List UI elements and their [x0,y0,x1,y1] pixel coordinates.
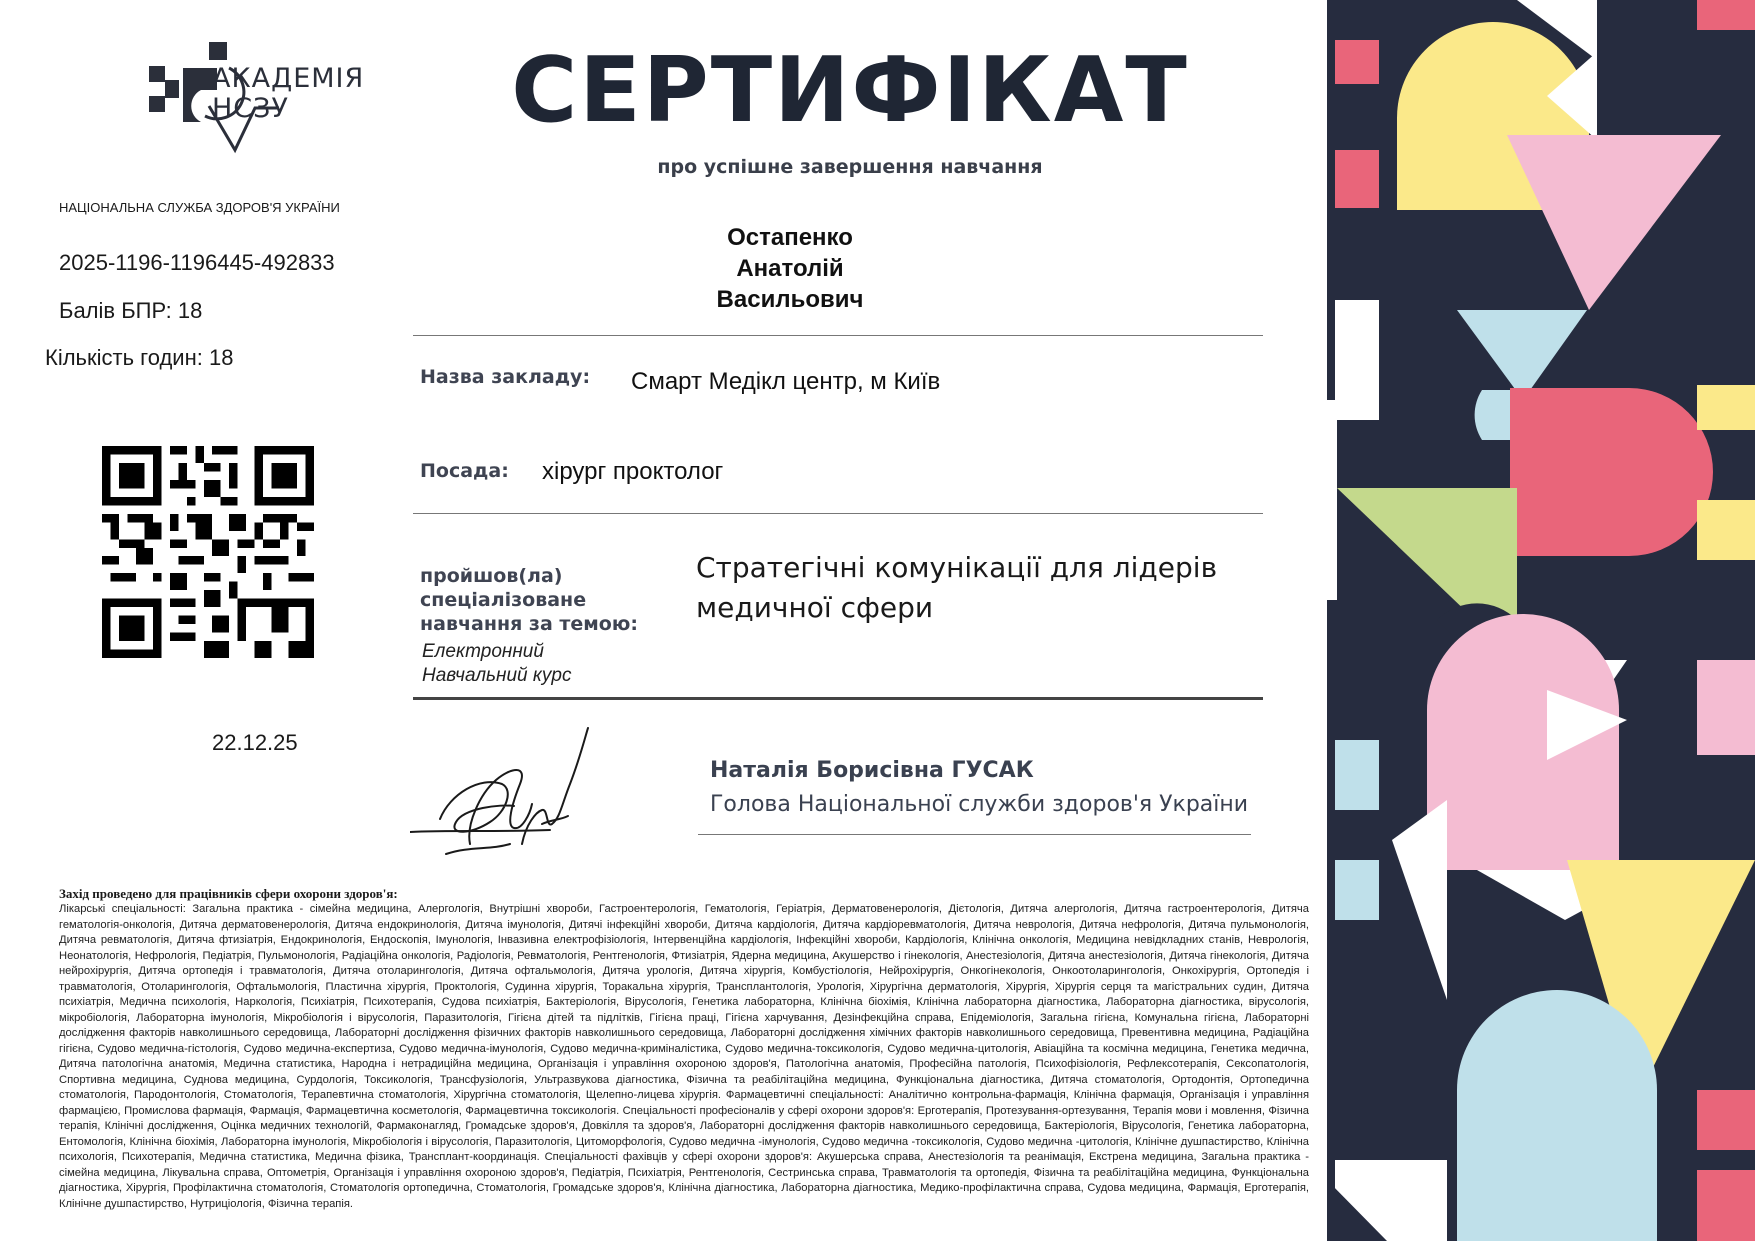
certificate-title: СЕРТИФІКАТ [511,38,1189,143]
hours-count: Кількість годин: 18 [45,345,234,370]
divider [413,335,1263,336]
course-format-line-2: Навчальний курс [422,665,572,686]
divider [413,697,1263,700]
recipient-surname: Остапенко [727,224,853,251]
position-label: Посада: [420,460,509,482]
registration-number: 2025-1196-1196445-492833 [59,250,335,275]
course-format-line-1: Електронний [422,641,544,662]
course-format [422,640,571,688]
decorative-pattern [1327,0,1755,1241]
institution-label: Назва закладу: [420,366,591,388]
qr-code-icon[interactable] [102,446,314,658]
training-label-line-2: спеціалізоване [420,589,587,611]
institution-value: Смарт Медікл центр, м Київ [631,368,941,395]
organization-name: НАЦІОНАЛЬНА СЛУЖБА ЗДОРОВ'Я УКРАЇНИ [59,200,340,215]
recipient-patronymic: Васильович [716,286,864,313]
position-value: хірург проктолог [542,458,724,485]
course-topic: Стратегічні комунікації для лідерів медичної сфери [696,551,1218,624]
training-label-line-1: пройшов(ла) [420,565,563,587]
logo-line-1: АКАДЕМІЯ [212,63,365,94]
logo-line-2: НСЗУ [212,93,289,124]
recipient-first-name: Анатолій [736,255,844,282]
signature-icon [410,724,640,864]
issue-date: 22.12.25 [212,730,298,755]
signer-name: Наталія Борисівна ГУСАК [710,758,1034,783]
recipient-name [640,222,940,315]
training-label-line-3: навчання за темою: [420,613,638,635]
signer-position: Голова Національної служби здоров'я України [710,792,1249,817]
academy-logo-text [212,64,364,124]
training-label [420,564,638,636]
divider [413,513,1263,514]
certificate-subtitle: про успішне завершення навчання [657,156,1043,178]
bpr-score: Балів БПР: 18 [59,298,203,323]
footer-specialties: Лікарські спеціальності: Загальна практика - сімейна медицина, Алергологія, Внутрішні хвороби, Гастроентерологія, Гематологія, Геріатрія, Дерматовенерологія, Дієтологія, Дитяча алергологія, Дитяча гастроентерологія, Дитяча гематологія-онкологія, Дитяча дерматовенерологія, Дитяча ендокринологія, Дитяча імунологія, Дитячі інфекційні хвороби, Дитяча кардіологія, Дитяча кардіоревматологія, Дитяча неврологія, Дитяча нефрологія, Дитяча пульмонологія, Дитяча ревматологія, Дитяча фтизіатрія, Ендокринологія, Ендоскопія, Імунологія, Інвазивна електрофізіологія, Інтервенційна кардіологія, Інфекційні хвороби, Кардіологія, Клінічна онкологія, Медицина невідкладних станів, Неврологія, Неонатологія, Нефрологія, Педіатрія, Пульмонологія, Радіаційна онкологія, Радіологія, Ревматологія, Рентгенологія, Фтизіатрія, Ядерна медицина, Акушерство і гінекологія, Анестезіологія, Дитяча анестезіологія, Дитяча гінекологія, Дитяча нейрохірургія, Дитяча ортопедія і травматологія, Дитяча отоларингологія, Дитяча офтальмологія, Дитяча урологія, Дитяча хірургія, Комбустіологія, Нейрохірургія, Онкогінекологія, Онкоотоларингологія, Онкохірургія, Ортопедія і травматологія, Отоларингологія, Офтальмологія, Пластична хірургія, Проктологія, Судинна хірургія, Торакальна хірургія, Трансплантологія, Урологія, Хірургічна дерматологія, Хірургія, Хірургія серця та магістральних судин, Дитяча психіатрія, Медична психологія, Наркологія, Психіатрія, Психотерапія, Судова психіатрія, Бактеріологія, Вірусологія, Генетика лабораторна, Клінічна біохімія, Клінічна лабораторна діагностика, Лабораторна діагностика, вірусологія, мікробіологія, Лабораторна імунологія, Мікробіологія і вірусологія, Паразитологія, Гігієна дітей та підлітків, Гігієна праці, Гігієна харчування, Дезінфекційна справа, Епідеміологія, Загальна гігієна, Комунальна гігієна, Лабораторні дослідження факторів навколишнього середовища, Лабораторні дослідження фізичних факторів навколишнього середовища, Лабораторні дослідження хімічних факторів навколишнього середовища, Превентивна медицина, Радіаційна гігієна, Судово медична-гістологія, Судово медична-експертиза, Судово медична-імунологія, Судово медична-криміналістика, Судово медична-токсикологія, Судово медична-цитологія, Авіаційна та космічна медицина, Генетика медична, Дитяча патологічна анатомія, Медична статистика, Народна і нетрадиційна медицина, Організація і управління охороною здоров'я, Патологічна анатомія, Професійна патологія, Психофізіологія, Рефлексотерапія, Сексопатологія, Спортивна медицина, Суднова медицина, Сурдологія, Токсикологія, Трансфузіологія, Ультразвукова діагностика, Фізична та реабілітаційна медицина, Функціональна діагностика, Дитяча стоматологія, Ортодонтія, Ортопедична стоматологія, Пародонтологія, Стоматологія, Терапевтична стоматологія, Хірургічна стоматологія, Щелепно-лицева хірургія. Фармацевтичні спеціальності: Аналітично контрольна-фармація, Клінічна фармація, Організація і управління фармацією, Промислова фармація, Фармація, Фармацевтична косметологія, Фармацевтична токсикологія. Спеціальності професіоналів у сфері охорони здоров'я: Ерготерапія, Протезування-ортезування, Терапія мови і мовлення, Фізична терапія, Клінічні дослідження, Оцінка медичних технологій, Фармаконагляд, Громадське здоров'я, Довкілля та здоров'я, Лабораторні дослідження факторів навколишнього середовища, Бактеріологія, Вірусологія, Генетика лабораторна, Ентомологія, Клінічна біохімія, Лабораторна імунологія, Мікробіологія і вірусологія, Паразитологія, Цитоморфологія, Судово медична -імунологія, Судово медична -токсикологія, Судово медична -цитологія, Клінічне душпастирство, Клінічна психологія, Психотерапія, Медична статистика, Медична фізика, Трансплант-координація. Спеціальності фахівців у сфері охорони здоров'я: Акушерська справа, Анестезіологія та реанімація, Екстрена медицина, Загальна практика - сімейна медицина, Лікувальна справа, Оптометрія, Організація і управління охороною здоров'я, Педіатрія, Психіатрія, Рентгенологія, Сестринська справа, Травматологія та ортопедія, Фізична та реабілітаційна медицина, Функціональна діагностика, Хірургія, Профілактична стоматологія, Стоматологія ортопедична, Стоматологія, Громадське здоров'я, Клінічна діагностика, Лабораторна діагностика, Медико-профілактична справа, Судова медицина, Фармація, Ерготерапія, Клінічне душпастирство, Нутриціологія, Фізична терапія. [59,903,1309,1210]
signature-line [698,834,1251,835]
footer-heading: Захід проведено для працівників сфери охорони здоров'я: [59,886,398,901]
